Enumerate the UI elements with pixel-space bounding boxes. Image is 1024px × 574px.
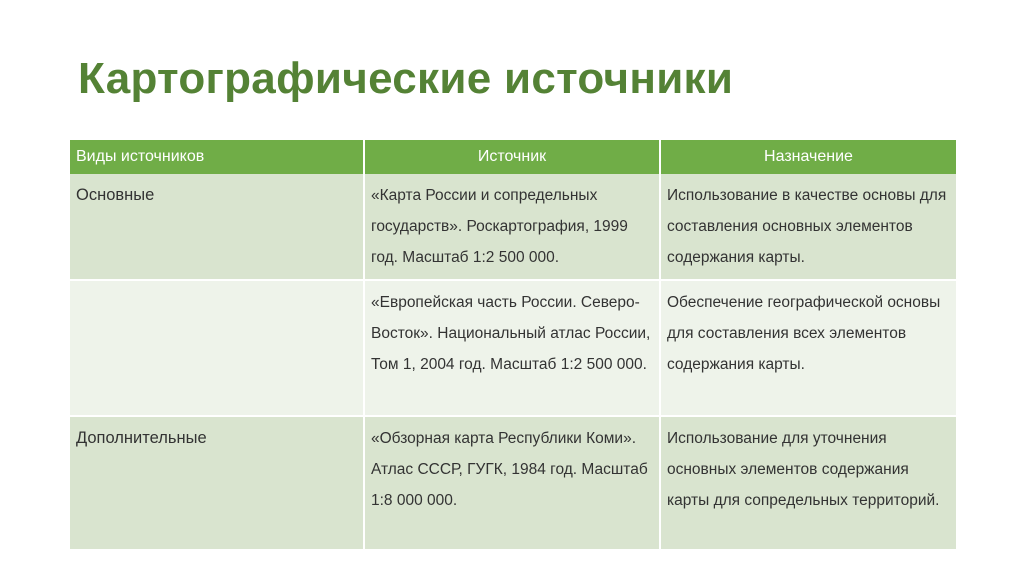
sources-table [70,140,956,551]
header-source-types: Виды источников [70,140,364,174]
table-row [70,174,956,280]
row-kind: Основные [70,174,364,280]
row-source: «Обзорная карта Республики Коми». Атлас СССР, ГУГК, 1984 год. Масштаб 1:8 000 000. [364,416,660,550]
row-kind: Дополнительные [70,416,364,550]
row-source: «Карта России и сопредельных государств». Роскартография, 1999 год. Масштаб 1:2 500 000. [364,174,660,280]
row-purpose: Использование для уточнения основных элементов содержания карты для сопредельных территорий. [660,416,956,550]
table-row [70,416,956,550]
row-purpose: Использование в качестве основы для составления основных элементов содержания карты. [660,174,956,280]
row-purpose: Обеспечение географической основы для составления всех элементов содержания карты. [660,280,956,416]
table-row [70,280,956,416]
row-kind [70,280,364,416]
header-source: Источник [364,140,660,174]
row-source: «Европейская часть России. Северо-Восток». Национальный атлас России, Том 1, 2004 год. Масштаб 1:2 500 000. [364,280,660,416]
slide-title: Картографические источники [78,54,734,103]
header-purpose: Назначение [660,140,956,174]
table-header-row [70,140,956,174]
